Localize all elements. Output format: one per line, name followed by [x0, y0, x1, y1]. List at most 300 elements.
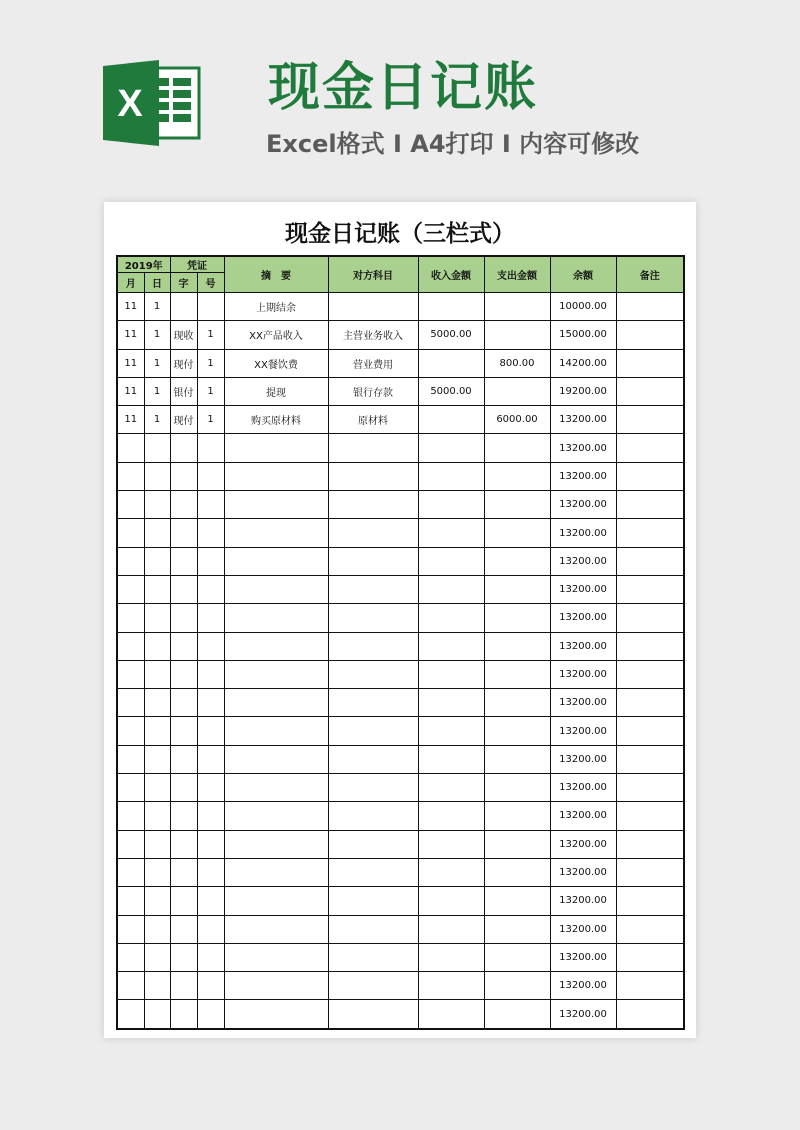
- table-row: [117, 745, 684, 773]
- cell-month[interactable]: 11: [117, 377, 144, 405]
- cell-income[interactable]: [418, 349, 484, 377]
- cell-income[interactable]: [418, 406, 484, 434]
- cell-balance[interactable]: 13200.00: [550, 547, 616, 575]
- cell-expense[interactable]: [484, 632, 550, 660]
- cell-day[interactable]: [144, 689, 170, 717]
- cell-day[interactable]: 1: [144, 377, 170, 405]
- table-row: [117, 660, 684, 688]
- cell-income[interactable]: [418, 293, 484, 321]
- cell-summary[interactable]: [224, 858, 328, 886]
- cell-voucher-number[interactable]: [197, 774, 224, 802]
- cell-counter-account[interactable]: [328, 858, 418, 886]
- cell-balance[interactable]: 13200.00: [550, 1000, 616, 1029]
- cell-day[interactable]: 1: [144, 349, 170, 377]
- cell-balance[interactable]: 13200.00: [550, 802, 616, 830]
- cell-note[interactable]: [616, 943, 684, 971]
- cell-day[interactable]: [144, 802, 170, 830]
- cell-voucher-word[interactable]: [170, 689, 197, 717]
- cell-month[interactable]: [117, 1000, 144, 1029]
- cell-summary[interactable]: [224, 632, 328, 660]
- cell-summary[interactable]: [224, 1000, 328, 1029]
- cell-income[interactable]: [418, 547, 484, 575]
- table-row: [117, 604, 684, 632]
- cell-note[interactable]: [616, 491, 684, 519]
- cell-voucher-word[interactable]: [170, 491, 197, 519]
- cell-income[interactable]: [418, 830, 484, 858]
- table-row: [117, 858, 684, 886]
- cell-note[interactable]: [616, 774, 684, 802]
- cell-voucher-word[interactable]: [170, 293, 197, 321]
- cell-day[interactable]: [144, 830, 170, 858]
- cell-summary[interactable]: [224, 887, 328, 915]
- cell-voucher-number[interactable]: [197, 575, 224, 603]
- cell-counter-account[interactable]: [328, 1000, 418, 1029]
- cell-voucher-word[interactable]: [170, 830, 197, 858]
- cell-month[interactable]: [117, 519, 144, 547]
- table-row: [117, 377, 684, 405]
- cell-balance[interactable]: 13200.00: [550, 519, 616, 547]
- cell-note[interactable]: [616, 547, 684, 575]
- cell-voucher-number[interactable]: [197, 802, 224, 830]
- cell-summary[interactable]: [224, 830, 328, 858]
- cell-note[interactable]: [616, 604, 684, 632]
- cell-month[interactable]: [117, 972, 144, 1000]
- cell-summary[interactable]: [224, 689, 328, 717]
- excel-icon: [103, 60, 201, 146]
- cell-voucher-word[interactable]: [170, 660, 197, 688]
- cell-voucher-word[interactable]: [170, 519, 197, 547]
- cell-income[interactable]: [418, 632, 484, 660]
- cell-counter-account[interactable]: [328, 717, 418, 745]
- table-row: [117, 915, 684, 943]
- header-income: 收入金额: [418, 256, 484, 293]
- logo-letter: X: [117, 83, 143, 125]
- cell-balance[interactable]: 13200.00: [550, 915, 616, 943]
- cell-summary[interactable]: XX餐饮费: [224, 349, 328, 377]
- cell-income[interactable]: [418, 519, 484, 547]
- cell-day[interactable]: [144, 604, 170, 632]
- cell-summary[interactable]: [224, 575, 328, 603]
- spreadsheet-page: [104, 202, 696, 1038]
- table-row: [117, 462, 684, 490]
- cell-note[interactable]: [616, 830, 684, 858]
- cell-balance[interactable]: 13200.00: [550, 830, 616, 858]
- cell-voucher-word[interactable]: [170, 434, 197, 462]
- cell-day[interactable]: [144, 887, 170, 915]
- header-word: 字: [170, 273, 197, 293]
- cell-summary[interactable]: 提现: [224, 377, 328, 405]
- cell-expense[interactable]: [484, 321, 550, 349]
- cell-income[interactable]: [418, 604, 484, 632]
- cell-balance[interactable]: 10000.00: [550, 293, 616, 321]
- cell-expense[interactable]: [484, 293, 550, 321]
- cell-summary[interactable]: [224, 434, 328, 462]
- header-summary: 摘 要: [224, 256, 328, 293]
- cell-month[interactable]: [117, 830, 144, 858]
- cell-income[interactable]: [418, 434, 484, 462]
- cell-note[interactable]: [616, 293, 684, 321]
- cell-voucher-number[interactable]: [197, 632, 224, 660]
- cell-counter-account[interactable]: [328, 293, 418, 321]
- cell-expense[interactable]: [484, 717, 550, 745]
- cell-balance[interactable]: 13200.00: [550, 745, 616, 773]
- cell-summary[interactable]: 购买原材料: [224, 406, 328, 434]
- cell-counter-account[interactable]: 原材料: [328, 406, 418, 434]
- cell-income[interactable]: [418, 858, 484, 886]
- cell-balance[interactable]: 13200.00: [550, 406, 616, 434]
- cell-voucher-word[interactable]: 银付: [170, 377, 197, 405]
- cell-counter-account[interactable]: [328, 745, 418, 773]
- table-row: [117, 774, 684, 802]
- cell-expense[interactable]: [484, 774, 550, 802]
- cell-expense[interactable]: 6000.00: [484, 406, 550, 434]
- cell-month[interactable]: [117, 774, 144, 802]
- cell-voucher-number[interactable]: [197, 491, 224, 519]
- cell-voucher-word[interactable]: [170, 887, 197, 915]
- cell-voucher-word[interactable]: [170, 604, 197, 632]
- table-row: [117, 1000, 684, 1029]
- cell-income[interactable]: [418, 943, 484, 971]
- cell-note[interactable]: [616, 717, 684, 745]
- cell-day[interactable]: [144, 660, 170, 688]
- cell-day[interactable]: [144, 745, 170, 773]
- cell-counter-account[interactable]: 营业费用: [328, 349, 418, 377]
- cell-voucher-word[interactable]: 现收: [170, 321, 197, 349]
- cell-balance[interactable]: 13200.00: [550, 632, 616, 660]
- cell-note[interactable]: [616, 1000, 684, 1029]
- cell-day[interactable]: [144, 462, 170, 490]
- cell-voucher-word[interactable]: [170, 575, 197, 603]
- cell-income[interactable]: [418, 1000, 484, 1029]
- cell-day[interactable]: [144, 632, 170, 660]
- cell-counter-account[interactable]: [328, 462, 418, 490]
- cell-balance[interactable]: 13200.00: [550, 575, 616, 603]
- cell-month[interactable]: 11: [117, 406, 144, 434]
- cell-month[interactable]: [117, 547, 144, 575]
- cell-balance[interactable]: 13200.00: [550, 717, 616, 745]
- cell-note[interactable]: [616, 321, 684, 349]
- cell-voucher-word[interactable]: [170, 858, 197, 886]
- cell-voucher-word[interactable]: [170, 547, 197, 575]
- cell-balance[interactable]: 13200.00: [550, 887, 616, 915]
- cell-note[interactable]: [616, 802, 684, 830]
- cell-balance[interactable]: 13200.00: [550, 660, 616, 688]
- cell-expense[interactable]: [484, 547, 550, 575]
- cell-summary[interactable]: [224, 547, 328, 575]
- cell-voucher-number[interactable]: [197, 434, 224, 462]
- cell-summary[interactable]: [224, 943, 328, 971]
- cell-expense[interactable]: [484, 491, 550, 519]
- cell-voucher-number[interactable]: [197, 887, 224, 915]
- cell-balance[interactable]: 13200.00: [550, 604, 616, 632]
- cell-balance[interactable]: 13200.00: [550, 858, 616, 886]
- cell-balance[interactable]: 15000.00: [550, 321, 616, 349]
- cell-day[interactable]: [144, 915, 170, 943]
- cell-note[interactable]: [616, 745, 684, 773]
- cell-note[interactable]: [616, 660, 684, 688]
- header-month: 月: [117, 273, 144, 293]
- cell-balance[interactable]: 13200.00: [550, 491, 616, 519]
- cell-counter-account[interactable]: [328, 434, 418, 462]
- cell-day[interactable]: [144, 434, 170, 462]
- cell-voucher-word[interactable]: [170, 462, 197, 490]
- cell-day[interactable]: [144, 774, 170, 802]
- cell-note[interactable]: [616, 406, 684, 434]
- cell-expense[interactable]: [484, 915, 550, 943]
- table-row: [117, 349, 684, 377]
- cell-expense[interactable]: [484, 604, 550, 632]
- cell-expense[interactable]: [484, 830, 550, 858]
- cell-counter-account[interactable]: [328, 519, 418, 547]
- cell-month[interactable]: [117, 802, 144, 830]
- cell-summary[interactable]: [224, 802, 328, 830]
- cell-expense[interactable]: [484, 887, 550, 915]
- cell-summary[interactable]: [224, 745, 328, 773]
- table-row: [117, 519, 684, 547]
- cell-counter-account[interactable]: [328, 660, 418, 688]
- cell-income[interactable]: [418, 802, 484, 830]
- cell-balance[interactable]: 13200.00: [550, 943, 616, 971]
- cell-income[interactable]: [418, 717, 484, 745]
- cell-month[interactable]: 11: [117, 293, 144, 321]
- cell-counter-account[interactable]: [328, 915, 418, 943]
- cell-income[interactable]: [418, 575, 484, 603]
- header-voucher: 凭证: [170, 256, 224, 273]
- header-expense: 支出金额: [484, 256, 550, 293]
- cell-counter-account[interactable]: [328, 802, 418, 830]
- cell-expense[interactable]: [484, 745, 550, 773]
- cell-income[interactable]: 5000.00: [418, 377, 484, 405]
- cell-counter-account[interactable]: [328, 943, 418, 971]
- cell-counter-account[interactable]: 银行存款: [328, 377, 418, 405]
- page-subtitle: Excel格式 I A4打印 I 内容可修改: [266, 130, 640, 158]
- cell-voucher-number[interactable]: 1: [197, 406, 224, 434]
- cell-expense[interactable]: [484, 462, 550, 490]
- cell-month[interactable]: [117, 943, 144, 971]
- cell-month[interactable]: [117, 915, 144, 943]
- cell-voucher-number[interactable]: [197, 858, 224, 886]
- cell-income[interactable]: 5000.00: [418, 321, 484, 349]
- cell-voucher-number[interactable]: [197, 830, 224, 858]
- cell-day[interactable]: [144, 491, 170, 519]
- cell-income[interactable]: [418, 972, 484, 1000]
- cell-voucher-word[interactable]: [170, 632, 197, 660]
- cell-counter-account[interactable]: [328, 887, 418, 915]
- cell-expense[interactable]: [484, 858, 550, 886]
- cell-month[interactable]: [117, 717, 144, 745]
- cell-counter-account[interactable]: [328, 604, 418, 632]
- cell-month[interactable]: [117, 745, 144, 773]
- cell-balance[interactable]: 13200.00: [550, 972, 616, 1000]
- cell-voucher-number[interactable]: [197, 660, 224, 688]
- cell-day[interactable]: [144, 575, 170, 603]
- table-row: [117, 632, 684, 660]
- cell-voucher-number[interactable]: [197, 1000, 224, 1029]
- cell-counter-account[interactable]: [328, 632, 418, 660]
- cell-voucher-number[interactable]: 1: [197, 321, 224, 349]
- cell-counter-account[interactable]: [328, 972, 418, 1000]
- header-number: 号: [197, 273, 224, 293]
- cell-voucher-word[interactable]: [170, 774, 197, 802]
- cell-day[interactable]: [144, 519, 170, 547]
- cell-expense[interactable]: [484, 972, 550, 1000]
- cell-day[interactable]: [144, 858, 170, 886]
- cell-balance[interactable]: 13200.00: [550, 434, 616, 462]
- cell-voucher-number[interactable]: [197, 519, 224, 547]
- cell-voucher-number[interactable]: [197, 943, 224, 971]
- cell-expense[interactable]: [484, 434, 550, 462]
- cell-voucher-word[interactable]: [170, 717, 197, 745]
- cell-income[interactable]: [418, 660, 484, 688]
- cell-day[interactable]: [144, 717, 170, 745]
- cell-income[interactable]: [418, 887, 484, 915]
- table-row: [117, 802, 684, 830]
- cell-note[interactable]: [616, 519, 684, 547]
- table-row: [117, 293, 684, 321]
- cell-month[interactable]: [117, 689, 144, 717]
- cell-day[interactable]: 1: [144, 293, 170, 321]
- cell-expense[interactable]: [484, 519, 550, 547]
- cell-expense[interactable]: [484, 660, 550, 688]
- cell-summary[interactable]: [224, 462, 328, 490]
- cell-counter-account[interactable]: [328, 774, 418, 802]
- cell-counter-account[interactable]: [328, 575, 418, 603]
- cell-expense[interactable]: [484, 689, 550, 717]
- cell-month[interactable]: [117, 462, 144, 490]
- cell-note[interactable]: [616, 575, 684, 603]
- cell-voucher-number[interactable]: [197, 462, 224, 490]
- cell-note[interactable]: [616, 462, 684, 490]
- cell-voucher-word[interactable]: [170, 943, 197, 971]
- cell-expense[interactable]: [484, 943, 550, 971]
- cell-note[interactable]: [616, 377, 684, 405]
- cell-balance[interactable]: 19200.00: [550, 377, 616, 405]
- table-row: [117, 972, 684, 1000]
- cell-income[interactable]: [418, 462, 484, 490]
- cell-day[interactable]: [144, 547, 170, 575]
- table-row: [117, 887, 684, 915]
- cell-summary[interactable]: [224, 915, 328, 943]
- table-row: [117, 830, 684, 858]
- cell-month[interactable]: [117, 887, 144, 915]
- table-row: [117, 717, 684, 745]
- cell-summary[interactable]: [224, 660, 328, 688]
- cell-summary[interactable]: [224, 491, 328, 519]
- cell-day[interactable]: [144, 943, 170, 971]
- cell-summary[interactable]: [224, 604, 328, 632]
- cell-month[interactable]: [117, 660, 144, 688]
- cell-voucher-number[interactable]: [197, 293, 224, 321]
- cell-month[interactable]: 11: [117, 321, 144, 349]
- cell-expense[interactable]: [484, 575, 550, 603]
- cell-income[interactable]: [418, 689, 484, 717]
- cell-day[interactable]: 1: [144, 321, 170, 349]
- page-title: 现金日记账: [268, 58, 539, 118]
- cell-summary[interactable]: [224, 519, 328, 547]
- cell-counter-account[interactable]: [328, 491, 418, 519]
- cell-note[interactable]: [616, 632, 684, 660]
- cell-month[interactable]: [117, 858, 144, 886]
- cell-balance[interactable]: 13200.00: [550, 462, 616, 490]
- table-row: [117, 491, 684, 519]
- cell-income[interactable]: [418, 915, 484, 943]
- cell-voucher-word[interactable]: [170, 745, 197, 773]
- cell-counter-account[interactable]: [328, 830, 418, 858]
- cell-voucher-number[interactable]: [197, 972, 224, 1000]
- cell-note[interactable]: [616, 915, 684, 943]
- cell-voucher-number[interactable]: 1: [197, 377, 224, 405]
- header-day: 日: [144, 273, 170, 293]
- cell-day[interactable]: [144, 1000, 170, 1029]
- cell-balance[interactable]: 13200.00: [550, 774, 616, 802]
- cell-income[interactable]: [418, 491, 484, 519]
- cell-voucher-number[interactable]: [197, 717, 224, 745]
- cell-summary[interactable]: XX产品收入: [224, 321, 328, 349]
- cell-voucher-word[interactable]: [170, 802, 197, 830]
- cell-note[interactable]: [616, 349, 684, 377]
- cell-summary[interactable]: [224, 972, 328, 1000]
- cell-voucher-word[interactable]: 现付: [170, 406, 197, 434]
- cell-summary[interactable]: [224, 774, 328, 802]
- cell-note[interactable]: [616, 858, 684, 886]
- cell-expense[interactable]: [484, 1000, 550, 1029]
- cell-summary[interactable]: 上期结余: [224, 293, 328, 321]
- cell-month[interactable]: [117, 491, 144, 519]
- cell-note[interactable]: [616, 434, 684, 462]
- cell-counter-account[interactable]: [328, 547, 418, 575]
- cell-income[interactable]: [418, 745, 484, 773]
- cell-voucher-number[interactable]: [197, 547, 224, 575]
- table-row: [117, 321, 684, 349]
- table-row: [117, 943, 684, 971]
- cell-voucher-word[interactable]: [170, 1000, 197, 1029]
- cell-voucher-word[interactable]: 现付: [170, 349, 197, 377]
- cell-voucher-word[interactable]: [170, 915, 197, 943]
- cell-expense[interactable]: 800.00: [484, 349, 550, 377]
- cell-balance[interactable]: 14200.00: [550, 349, 616, 377]
- cell-month[interactable]: 11: [117, 349, 144, 377]
- cell-expense[interactable]: [484, 377, 550, 405]
- cell-voucher-number[interactable]: [197, 689, 224, 717]
- table-row: [117, 575, 684, 603]
- header-balance: 余额: [550, 256, 616, 293]
- cell-voucher-number[interactable]: [197, 604, 224, 632]
- cell-summary[interactable]: [224, 717, 328, 745]
- cell-counter-account[interactable]: [328, 689, 418, 717]
- header-note: 备注: [616, 256, 684, 293]
- cell-income[interactable]: [418, 774, 484, 802]
- cell-voucher-number[interactable]: [197, 915, 224, 943]
- cell-note[interactable]: [616, 689, 684, 717]
- table-row: [117, 434, 684, 462]
- cell-voucher-number[interactable]: 1: [197, 349, 224, 377]
- table-row: [117, 547, 684, 575]
- cell-day[interactable]: 1: [144, 406, 170, 434]
- table-body: [117, 293, 684, 1029]
- cell-note[interactable]: [616, 972, 684, 1000]
- cell-balance[interactable]: 13200.00: [550, 689, 616, 717]
- cell-month[interactable]: [117, 575, 144, 603]
- cell-voucher-word[interactable]: [170, 972, 197, 1000]
- cell-note[interactable]: [616, 887, 684, 915]
- cell-month[interactable]: [117, 632, 144, 660]
- cell-month[interactable]: [117, 604, 144, 632]
- cell-expense[interactable]: [484, 802, 550, 830]
- cell-day[interactable]: [144, 972, 170, 1000]
- cell-month[interactable]: [117, 434, 144, 462]
- cell-voucher-number[interactable]: [197, 745, 224, 773]
- cell-counter-account[interactable]: 主营业务收入: [328, 321, 418, 349]
